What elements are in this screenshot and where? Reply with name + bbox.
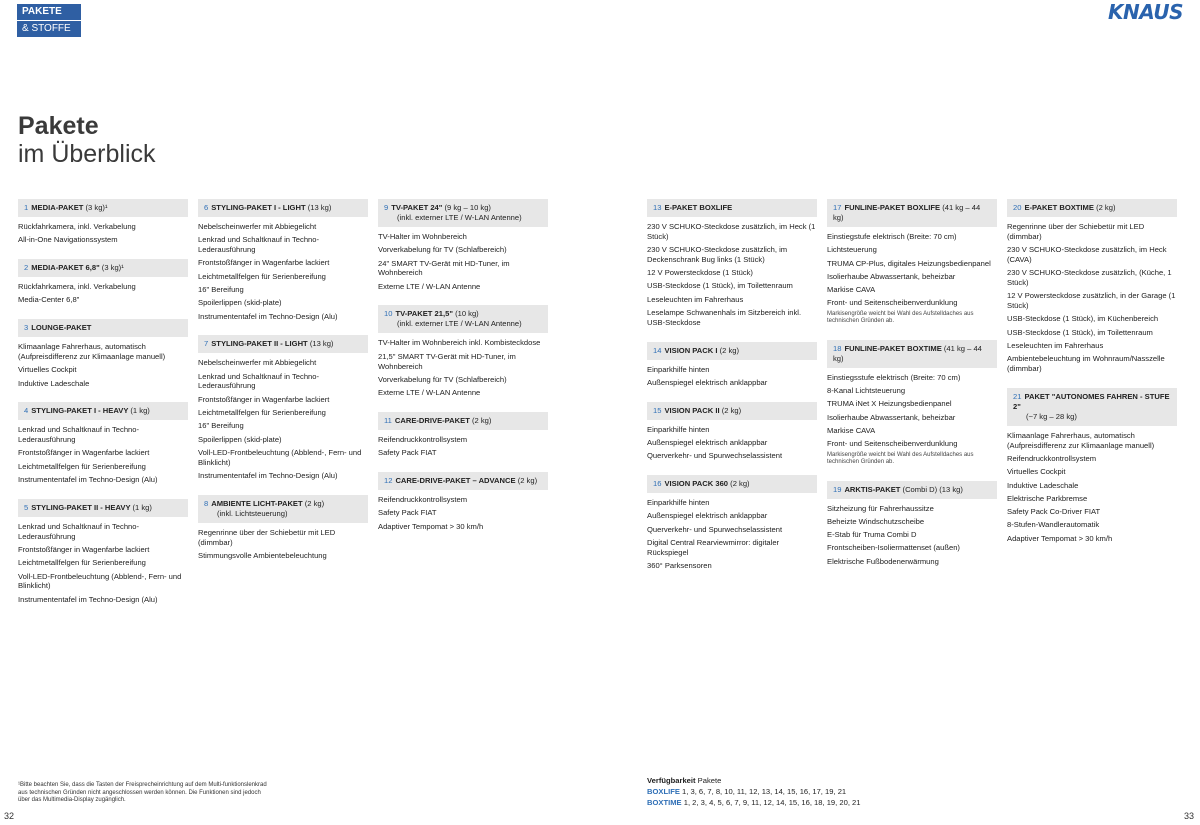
package-item: Stimmungsvolle Ambientebeleuchtung — [198, 550, 327, 560]
package-items — [198, 528, 368, 561]
package-item: Reifendruckkontrollsystem — [1007, 453, 1097, 463]
package-subtitle: (inkl. Lichtsteuerung) — [217, 508, 288, 518]
package-weight: (2 kg) — [517, 476, 538, 486]
package-name: VISION PACK II — [664, 405, 720, 415]
page-title — [18, 112, 156, 167]
package-item: Digital Central Rearviewmirror: digitaler Rückspiegel — [647, 538, 780, 557]
package-item: Klimaanlage Fahrerhaus, automatisch (Aufpreisdifferenz zur Klimaanlage manuell) — [1007, 430, 1155, 450]
package-item: Einparkhilfe hinten — [647, 424, 710, 434]
package-items — [827, 373, 997, 467]
package-number: 6 — [204, 203, 209, 212]
package-weight: (2 kg) — [730, 479, 750, 489]
package-number: 7 — [204, 339, 209, 349]
page-title-line-1: Pakete — [18, 112, 99, 140]
package-item: Media-Center 6,8" — [18, 295, 80, 305]
package-header — [647, 199, 817, 217]
package-weight: (2 kg) — [304, 498, 325, 508]
package-item: Beheizte Windschutzscheibe — [827, 516, 925, 526]
package-item: Instrumententafel im Techno-Design (Alu) — [18, 594, 158, 604]
package-name: TV-PAKET 24" — [391, 203, 443, 212]
package-item: 24" SMART TV-Gerät mit HD-Tuner, im Wohnbereich — [378, 258, 510, 278]
package-block — [827, 340, 997, 467]
package-note: Markisengröße weicht bei Wahl des Aufstelldaches aus technischen Gründen ab. — [827, 310, 974, 325]
package-number: 16 — [653, 479, 662, 489]
package-item: 230 V SCHUKO-Steckdose zusätzlich, im Heck (CAVA) — [1007, 245, 1167, 264]
package-item: 12 V Powersteckdose (1 Stück) — [647, 268, 753, 278]
package-item: Isolierhaube Abwassertank, beheizbar — [827, 412, 956, 422]
package-weight: (9 kg – 10 kg) — [444, 203, 491, 212]
package-items — [378, 338, 548, 397]
page-number-left: 32 — [4, 811, 15, 821]
package-items — [18, 522, 188, 605]
package-header — [1007, 199, 1177, 217]
package-block — [18, 402, 188, 484]
package-number: 20 — [1013, 203, 1022, 212]
package-subtitle: (inkl. externer LTE / W-LAN Antenne) — [397, 319, 522, 329]
availability-label-rest: Pakete — [697, 776, 722, 785]
package-block — [198, 335, 368, 480]
package-name: E-PAKET BOXLIFE — [664, 203, 733, 212]
package-item: USB-Steckdose (1 Stück), im Toilettenraum — [1007, 327, 1153, 337]
package-item: Querverkehr- und Spurwechselassistent — [647, 524, 783, 534]
package-header — [198, 199, 368, 217]
availability-model: BOXLIFE — [647, 787, 680, 796]
package-item: Front- und Seitenscheibenverdunklung — [827, 439, 958, 449]
package-weight: (41 kg – 44 kg) — [833, 343, 982, 363]
package-item: Rückfahrkamera, inkl. Verkabelung — [18, 222, 136, 231]
package-items — [18, 425, 188, 484]
package-block — [1007, 199, 1177, 374]
package-weight: (13 kg) — [309, 339, 334, 349]
package-weight: (2 kg) — [1096, 203, 1116, 212]
package-number: 1 — [24, 203, 29, 212]
package-header — [827, 199, 997, 227]
package-column — [1007, 199, 1177, 558]
package-items — [18, 282, 188, 305]
package-block — [647, 402, 817, 461]
package-item: Regenrinne über der Schiebetür mit LED (dimmbar) — [198, 527, 336, 547]
package-number: 19 — [833, 484, 842, 494]
package-items — [647, 222, 817, 328]
package-item: 230 V SCHUKO-Steckdose zusätzlich, (Küche, 1 Stück) — [1007, 268, 1172, 287]
package-number: 5 — [24, 502, 29, 512]
package-items — [18, 222, 188, 245]
package-name: STYLING-PAKET I - HEAVY — [31, 406, 129, 416]
package-item: Externe LTE / W-LAN Antenne — [378, 281, 481, 291]
package-header — [198, 495, 368, 523]
availability-values: 1, 2, 3, 4, 5, 6, 7, 9, 11, 12, 14, 15, 16, 18, 19, 20, 21 — [683, 798, 861, 807]
package-block — [198, 495, 368, 561]
availability-model: BOXTIME — [647, 798, 682, 807]
package-weight: (3 kg)¹ — [101, 263, 124, 273]
package-item: Außenspiegel elektrisch anklappbar — [647, 377, 768, 387]
package-items — [198, 222, 368, 321]
availability-block — [647, 775, 861, 808]
package-item: Markise CAVA — [827, 425, 876, 435]
package-number: 8 — [204, 498, 209, 508]
package-number: 11 — [384, 415, 392, 425]
package-item: Elektrische Fußbodenerwärmung — [827, 556, 939, 566]
package-header — [198, 335, 368, 353]
package-number: 17 — [833, 203, 842, 212]
page-title-line-2: im Überblick — [18, 140, 156, 168]
package-item: Virtuelles Cockpit — [18, 365, 77, 375]
package-item: Rückfahrkamera, inkl. Verkabelung — [18, 282, 136, 292]
package-item: Einstiegstufe elektrisch (Breite: 70 cm) — [827, 232, 957, 241]
package-item: Lenkrad und Schaltknauf in Techno-Lederausführung — [18, 521, 140, 541]
package-item: Leichtmetallfelgen für Serienbereifung — [18, 558, 146, 568]
package-item: Voll-LED-Frontbeleuchtung (Abblend-, Fern- und Blinklicht) — [18, 571, 182, 591]
package-item: Außenspiegel elektrisch anklappbar — [647, 511, 768, 521]
package-items — [1007, 222, 1177, 374]
package-block — [378, 199, 548, 291]
package-weight: (1 kg) — [132, 502, 152, 512]
package-item: TRUMA CP-Plus, digitales Heizungsbedienpanel — [827, 258, 991, 268]
package-item: Induktive Ladeschale — [1007, 480, 1079, 490]
package-item: Safety Pack Co-Driver FIAT — [1007, 507, 1101, 517]
package-block — [378, 412, 548, 458]
package-weight: (2 kg) — [721, 405, 742, 415]
package-item: Reifendruckkontrollsystem — [378, 495, 468, 505]
package-item: Safety Pack FIAT — [378, 508, 437, 518]
package-item: Lenkrad und Schaltknauf in Techno-Lederausführung — [18, 425, 140, 445]
availability-row — [647, 786, 861, 797]
package-item: Lenkrad und Schaltknauf in Techno-Lederausführung — [198, 235, 320, 255]
package-header — [1007, 388, 1177, 426]
package-item: Lichtsteuerung — [827, 245, 877, 255]
package-header — [18, 499, 188, 517]
package-name: VISION PACK I — [664, 345, 718, 355]
package-items — [827, 504, 997, 567]
package-item: Leichtmetallfelgen für Serienbereifung — [198, 408, 326, 418]
package-number: 21 — [1013, 391, 1022, 401]
package-header — [647, 342, 817, 360]
package-item: Querverkehr- und Spurwechselassistent — [647, 451, 783, 461]
package-item: Front- und Seitenscheibenverdunklung — [827, 298, 958, 308]
package-column — [827, 199, 997, 581]
package-item: 230 V SCHUKO-Steckdose zusätzlich, im Heck (1 Stück) — [647, 222, 816, 241]
package-item: 21,5" SMART TV-Gerät mit HD-Tuner, im Wohnbereich — [378, 351, 516, 371]
package-item: Einparkhilfe hinten — [647, 364, 710, 374]
package-header — [18, 259, 188, 277]
package-item: Adaptiver Tempomat > 30 km/h — [378, 521, 484, 531]
package-item: TRUMA iNet X Heizungsbedienpanel — [827, 399, 952, 409]
package-weight: (3 kg)¹ — [85, 203, 108, 212]
package-item: Virtuelles Cockpit — [1007, 467, 1066, 477]
package-item: Safety Pack FIAT — [378, 448, 437, 458]
package-item: TV-Halter im Wohnbereich inkl. Kombisteckdose — [378, 338, 541, 348]
package-item: Leichtmetallfelgen für Serienbereifung — [198, 271, 326, 281]
package-header — [647, 475, 817, 493]
package-block — [647, 475, 817, 571]
package-name: VISION PACK 360 — [664, 479, 729, 489]
package-number: 3 — [24, 323, 29, 333]
package-weight: (10 kg) — [455, 309, 479, 319]
package-item: Frontstoßfänger in Wagenfarbe lackiert — [198, 394, 330, 404]
package-number: 14 — [653, 345, 662, 355]
package-item: Ambientebeleuchtung im Wohnraum/Nasszelle (dimmbar) — [1007, 354, 1165, 374]
package-items — [647, 365, 817, 388]
package-weight: (2 kg) — [719, 345, 740, 355]
package-item: Lenkrad und Schaltknauf in Techno-Lederausführung — [198, 371, 320, 391]
package-header — [18, 319, 188, 337]
package-number: 12 — [384, 476, 393, 486]
package-item: 16" Bereifung — [198, 284, 244, 294]
package-header — [827, 340, 997, 368]
badge-line-2: & STOFFE — [17, 21, 81, 37]
package-item: Isolierhaube Abwassertank, beheizbar — [827, 271, 956, 281]
brand-logo: KNAUS — [1108, 0, 1183, 24]
package-item: Frontstoßfänger in Wagenfarbe lackiert — [198, 258, 330, 268]
package-weight: (41 kg – 44 kg) — [833, 203, 981, 222]
package-item: 16" Bereifung — [198, 421, 244, 431]
package-item: Leselampe Schwanenhals im Sitzbereich inkl. USB-Steckdose — [647, 308, 802, 327]
package-block — [1007, 388, 1177, 544]
package-item: Einparkhilfe hinten — [647, 498, 710, 508]
package-item: Frontscheiben-Isoliermattenset (außen) — [827, 543, 960, 553]
package-item: Nebelscheinwerfer mit Abbiegelicht — [198, 358, 317, 368]
package-block — [18, 199, 188, 245]
package-name: STYLING-PAKET II - HEAVY — [31, 502, 131, 512]
package-number: 4 — [24, 406, 29, 416]
package-item: 8-Kanal Lichtsteuerung — [827, 386, 906, 396]
package-item: 12 V Powersteckdose zusätzlich, in der Garage (1 Stück) — [1007, 291, 1176, 311]
package-weight: (2 kg) — [471, 415, 492, 425]
package-item: Adaptiver Tempomat > 30 km/h — [1007, 533, 1113, 543]
package-item: TV-Halter im Wohnbereich — [378, 232, 467, 241]
package-header — [827, 481, 997, 499]
package-items — [378, 232, 548, 291]
package-number: 15 — [653, 405, 662, 415]
package-item: Spoilerlippen (skid-plate) — [198, 434, 282, 444]
package-item: Instrumententafel im Techno-Design (Alu) — [18, 475, 158, 485]
package-block — [18, 319, 188, 388]
package-name: CARE-DRIVE-PAKET — [394, 415, 470, 425]
package-item: Spoilerlippen (skid-plate) — [198, 298, 282, 308]
availability-label: Verfügbarkeit — [647, 776, 696, 785]
package-number: 13 — [653, 203, 662, 212]
package-name: CARE-DRIVE-PAKET – ADVANCE — [395, 476, 516, 486]
package-block — [378, 305, 548, 397]
package-items — [827, 232, 997, 326]
package-header — [378, 199, 548, 227]
package-name: ARKTIS-PAKET — [844, 484, 901, 494]
package-name: MEDIA-PAKET 6,8" — [31, 263, 100, 273]
package-name: E-PAKET BOXTIME — [1024, 203, 1094, 212]
package-block — [647, 342, 817, 388]
package-item: USB-Steckdose (1 Stück), im Toilettenraum — [647, 281, 793, 291]
package-item: USB-Steckdose (1 Stück), im Küchenbereich — [1007, 314, 1159, 324]
package-name: FUNLINE-PAKET BOXLIFE — [844, 203, 941, 212]
package-name: PAKET "AUTONOMES FAHREN - STUFE 2" — [1013, 391, 1170, 411]
package-weight: (13 kg) — [307, 203, 332, 212]
package-header — [378, 472, 548, 490]
package-item: Instrumententafel im Techno-Design (Alu) — [198, 471, 338, 481]
availability-values: 1, 3, 6, 7, 8, 10, 11, 12, 13, 14, 15, 16, 17, 19, 21 — [682, 787, 847, 796]
package-item: Frontstoßfänger in Wagenfarbe lackiert — [18, 448, 150, 458]
package-item: 230 V SCHUKO-Steckdose zusätzlich, im Deckenschrank Bug links (1 Stück) — [647, 245, 788, 264]
package-column — [18, 199, 188, 618]
package-number: 9 — [384, 203, 389, 212]
badge-line-1: PAKETE — [17, 4, 81, 20]
package-item: Leseleuchten im Fahrerhaus — [647, 294, 744, 304]
package-number: 2 — [24, 263, 29, 273]
package-item: Vorverkabelung für TV (Schlafbereich) — [378, 374, 507, 384]
package-name: AMBIENTE LICHT-PAKET — [211, 498, 303, 508]
package-column — [647, 199, 817, 585]
package-column — [198, 199, 368, 575]
package-item: E-Stab für Truma Combi D — [827, 530, 917, 540]
package-item: Reifendruckkontrollsystem — [378, 434, 468, 444]
package-name: TV-PAKET 21,5" — [395, 309, 453, 319]
package-item: 360° Parksensoren — [647, 561, 712, 571]
package-items — [1007, 431, 1177, 544]
package-block — [827, 481, 997, 567]
footnote: ¹Bitte beachten Sie, dass die Tasten der Freisprecheinrichtung auf dem Multi-funktionslenkrad aus technischen Gründen nicht angeschlossen werden können. Die Funktionen sind jedoch über das Multimedia-Display zugänglich. — [18, 782, 267, 804]
package-item: Leichtmetallfelgen für Serienbereifung — [18, 461, 146, 471]
package-item: Markise CAVA — [827, 285, 876, 295]
package-item: Instrumententafel im Techno-Design (Alu) — [198, 311, 338, 321]
section-badge — [17, 4, 81, 37]
package-column — [378, 199, 548, 545]
package-items — [647, 425, 817, 461]
page-number-right: 33 — [1183, 811, 1194, 821]
package-subtitle: (inkl. externer LTE / W-LAN Antenne) — [397, 213, 522, 222]
package-name: STYLING-PAKET I - LIGHT — [211, 203, 306, 212]
package-item: Voll-LED-Frontbeleuchtung (Abblend-, Fern- und Blinklicht) — [198, 447, 362, 467]
package-note: Markisengröße weicht bei Wahl des Aufstelldaches aus technischen Gründen ab. — [827, 451, 974, 466]
package-item: Nebelscheinwerfer mit Abbiegelicht — [198, 222, 317, 231]
package-subtitle: (~7 kg – 28 kg) — [1026, 411, 1077, 421]
package-name: MEDIA-PAKET — [31, 203, 84, 212]
availability-row — [647, 797, 861, 808]
package-items — [18, 342, 188, 388]
package-item: Klimaanlage Fahrerhaus, automatisch (Aufpreisdifferenz zur Klimaanlage manuell) — [18, 342, 166, 361]
package-block — [198, 199, 368, 321]
package-item: Elektrische Parkbremse — [1007, 493, 1088, 503]
package-weight: (1 kg) — [130, 406, 150, 416]
package-item: Leseleuchten im Fahrerhaus — [1007, 340, 1104, 350]
package-items — [647, 498, 817, 571]
package-header — [18, 402, 188, 420]
package-block — [647, 199, 817, 328]
package-header — [18, 199, 188, 217]
package-items — [378, 495, 548, 531]
package-item: Sitzheizung für Fahrerhaussitze — [827, 503, 934, 513]
package-item: All-in-One Navigationssystem — [18, 235, 118, 245]
package-name: LOUNGE-PAKET — [31, 323, 92, 333]
package-item: Externe LTE / W-LAN Antenne — [378, 388, 481, 398]
package-item: Frontstoßfänger in Wagenfarbe lackiert — [18, 544, 150, 554]
package-header — [647, 402, 817, 420]
package-block — [18, 259, 188, 305]
package-item: Einstiegsstufe elektrisch (Breite: 70 cm) — [827, 372, 961, 382]
package-item: Induktive Ladeschale — [18, 378, 90, 388]
package-header — [378, 305, 548, 333]
package-number: 10 — [384, 309, 393, 319]
package-block — [827, 199, 997, 326]
package-weight: (Combi D) (13 kg) — [902, 484, 963, 494]
package-header — [378, 412, 548, 430]
package-items — [198, 358, 368, 480]
package-block — [378, 472, 548, 531]
package-name: STYLING-PAKET II - LIGHT — [211, 339, 308, 349]
package-item: 8-Stufen-Wandlerautomatik — [1007, 520, 1100, 530]
package-number: 18 — [833, 343, 842, 353]
package-item: Regenrinne über der Schiebetür mit LED (dimmbar) — [1007, 222, 1145, 241]
package-items — [378, 435, 548, 458]
package-name: FUNLINE-PAKET BOXTIME — [844, 343, 942, 353]
package-block — [18, 499, 188, 605]
package-item: Außenspiegel elektrisch anklappbar — [647, 438, 768, 448]
package-item: Vorverkabelung für TV (Schlafbereich) — [378, 245, 507, 255]
